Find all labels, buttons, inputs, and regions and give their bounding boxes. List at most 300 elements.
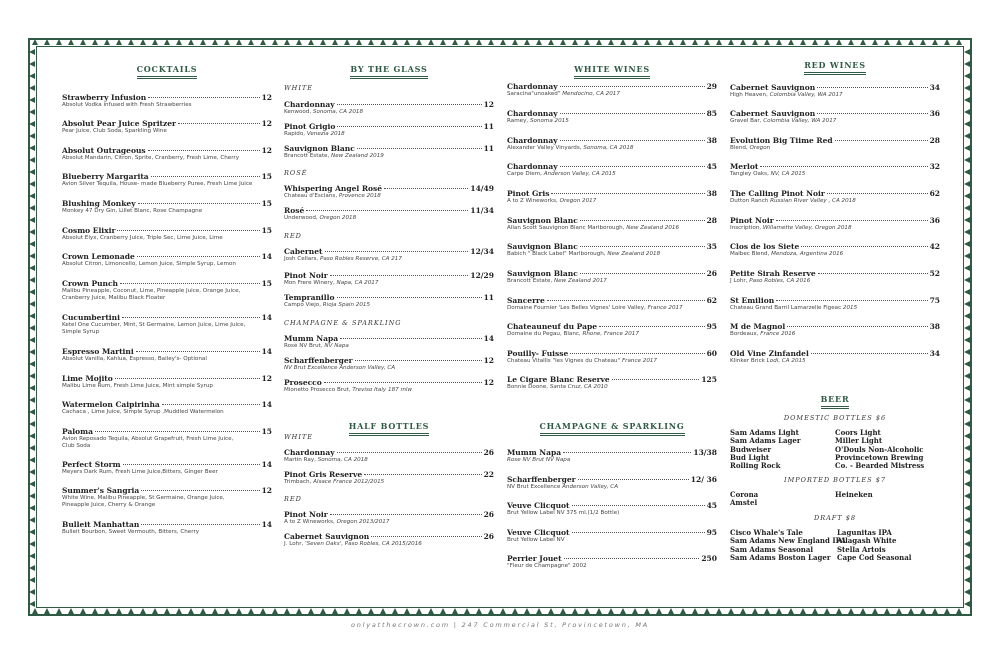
beer-item: Miller Light [835, 436, 883, 446]
border-ornament-mark [140, 39, 146, 45]
cocktail-name: Crown Punch [62, 279, 119, 288]
glass-champagne-item [284, 334, 494, 350]
glass-red-item [284, 293, 494, 309]
border-ornament-mark [944, 608, 950, 614]
cocktail-price: 14 [261, 460, 272, 469]
border-ornament-mark [964, 553, 970, 559]
border-ornament-mark [644, 39, 650, 45]
border-ornament-mark [152, 39, 158, 45]
border-ornament-mark [500, 39, 506, 45]
cocktail-description: White Wine, Malibu Pineapple, St Germaine, Orange Juice, [62, 495, 225, 501]
white-wine-price: 35 [706, 242, 717, 251]
cocktail-line [62, 347, 272, 356]
glass-white-name: Pinot Grigio [284, 122, 336, 131]
cocktail-line [62, 520, 272, 529]
border-ornament-mark [608, 608, 614, 614]
border-ornament-mark [29, 265, 35, 271]
dot-leader [776, 220, 928, 221]
border-ornament-mark [200, 39, 206, 45]
border-ornament-mark [680, 39, 686, 45]
glass-white-item [284, 100, 494, 116]
glass-red-name: Cabernet [284, 247, 323, 256]
border-ornament-mark [29, 121, 35, 127]
champagne-line [507, 554, 717, 563]
border-ornament-mark [620, 608, 626, 614]
border-ornament-mark [964, 457, 970, 463]
border-ornament-mark [584, 608, 590, 614]
glass-champagne-name: Mumm Napa [284, 334, 339, 343]
border-ornament-mark [776, 608, 782, 614]
champagne-name: Perrier Jouet [507, 554, 562, 563]
red-wine-line [730, 349, 940, 358]
border-ornament-mark [584, 39, 590, 45]
cocktail-price: 12 [261, 374, 272, 383]
champagne-line [507, 448, 717, 457]
beer-title: BEER [821, 394, 850, 409]
red-wine-item [730, 109, 940, 125]
border-ornament-mark [29, 373, 35, 379]
cocktail-line [62, 252, 272, 261]
border-ornament-mark [896, 608, 902, 614]
beer-draft-list-right [837, 529, 940, 562]
red-wine-origin: 2015 [842, 305, 858, 311]
border-ornament-mark [964, 145, 970, 151]
border-ornament-mark [964, 469, 970, 475]
border-ornament-mark [964, 61, 970, 67]
white-wine-price: 29 [706, 82, 717, 91]
glass-red-origin: Rioja Spain 2015 [322, 302, 371, 308]
glass-rose-origin: Oregon 2018 [319, 215, 357, 221]
dot-leader [151, 176, 260, 177]
glass-champagne-origin: Treviso Italy 187 mlw [352, 387, 413, 393]
champagne-price: 45 [706, 501, 717, 510]
border-ornament-mark [44, 39, 50, 45]
beer-domestic-label: DOMESTIC BOTTLES $6 [783, 414, 887, 422]
border-ornament-mark [964, 313, 970, 319]
border-ornament-mark [964, 289, 970, 295]
glass-red-price: 12/34 [470, 247, 494, 256]
border-ornament-mark [188, 608, 194, 614]
border-ornament-mark [29, 529, 35, 535]
cocktail-description: Absolut Citron, Limoncello, Lemon Juice, Simple Syrup, Lemon [62, 261, 236, 267]
white-wine-origin: Anderson Valley, CA 2015 [543, 171, 616, 177]
border-ornament-mark [560, 608, 566, 614]
white-wine-description: Bonnie Doone, Santa Cruz, CA 2010 [507, 384, 608, 390]
white-wine-description: Saracina"unoaked" Mendocino, CA 2017 [507, 91, 620, 97]
white-wine-name: Sauvignon Blanc [507, 269, 578, 278]
champagne-description [507, 457, 717, 464]
red-wine-item [730, 296, 940, 312]
dot-leader [612, 379, 700, 380]
dot-leader [306, 210, 468, 211]
champagne-line [507, 475, 717, 484]
glass-champagne-description: Rosé NV Brut, NV Napa [284, 343, 349, 349]
white-wine-line [507, 109, 717, 118]
by-the-glass-red-label: RED [284, 232, 302, 240]
white-wine-description: Babich " Black Label" Marlborough, New Zealand 2018 [507, 251, 661, 257]
border-ornament-mark [800, 39, 806, 45]
glass-white-item [284, 144, 494, 160]
half-white-name: Chardonnay [284, 448, 335, 457]
border-ornament-mark [320, 608, 326, 614]
half-red-description: A to Z Wineworks, Oregon 2013/2017 [284, 519, 390, 525]
dot-leader [787, 326, 927, 327]
border-ornament-mark [29, 517, 35, 523]
border-ornament-mark [164, 39, 170, 45]
glass-rose-item [284, 206, 494, 222]
glass-rose-name: Rosé [284, 206, 305, 215]
border-ornament-mark [964, 193, 970, 199]
dot-leader [95, 431, 260, 432]
border-ornament-mark [548, 608, 554, 614]
glass-rose-name: Whispering Angel Rosé [284, 184, 383, 193]
beer-title-wrap [730, 394, 940, 409]
cocktails-section [62, 56, 272, 535]
champagne-item [507, 448, 717, 464]
dot-leader [599, 326, 705, 327]
border-ornament-mark [224, 608, 230, 614]
red-wine-item [730, 189, 940, 205]
dot-leader [337, 297, 482, 298]
champagne-name: Scharffenberger [507, 475, 576, 484]
border-ornament-mark [964, 529, 970, 535]
dot-leader [136, 351, 260, 352]
glass-rose-item [284, 184, 494, 200]
glass-champagne-item [284, 356, 494, 372]
cocktail-description: Malibu Pineapple, Coconut, Lime, Pineapple Juice, Orange Juice, [62, 288, 241, 294]
border-ornament-mark [764, 608, 770, 614]
beer-item: Amstel [730, 498, 758, 508]
border-ornament-mark [964, 109, 970, 115]
white-wine-origin: New Zealand 2017 [554, 278, 607, 284]
dot-leader [122, 317, 260, 318]
champagne-item [507, 528, 717, 544]
beer-item: Co. - Bearded Mistress [835, 461, 925, 471]
border-ornament-mark [29, 457, 35, 463]
champagne-description: NV Brut Excellence Anderson Valley, CA [507, 484, 619, 490]
by-the-glass-section [284, 56, 494, 547]
border-ornament-mark [368, 608, 374, 614]
dot-leader [560, 166, 705, 167]
white-wine-item [507, 349, 717, 365]
border-ornament-mark [200, 608, 206, 614]
border-ornament-mark [344, 608, 350, 614]
white-wine-line [507, 296, 717, 305]
half-white-description: Trimbach, Alsace France 2012/2015 [284, 479, 385, 485]
red-wine-line [730, 136, 940, 145]
border-ornament-mark [332, 608, 338, 614]
border-ornament-mark [272, 608, 278, 614]
cocktail-line [62, 119, 272, 128]
white-wine-price: 85 [706, 109, 717, 118]
border-ornament-mark [68, 608, 74, 614]
white-wine-name: Pouilly- Fuisse [507, 349, 569, 358]
border-ornament-mark [236, 608, 242, 614]
red-wine-description: Inscription, Willamette Valley, Oregon 2018 [730, 225, 852, 231]
border-ornament-mark [752, 39, 758, 45]
border-ornament-mark [380, 608, 386, 614]
border-ornament-mark [964, 97, 970, 103]
border-ornament-mark [908, 39, 914, 45]
cocktail-price: 15 [261, 172, 272, 181]
champagne-description: Brut Yellow Label NV 375 ml.(1/2 Bottle) [507, 510, 620, 516]
half-white-item [284, 448, 494, 464]
border-ornament-mark [860, 608, 866, 614]
red-wine-price: 62 [929, 189, 940, 198]
border-ornament-mark [964, 205, 970, 211]
red-wine-description: High Heaven, Colombia Valley, WA 2017 [730, 92, 843, 98]
border-ornament-mark [140, 608, 146, 614]
white-wine-item [507, 242, 717, 258]
glass-red-line [284, 247, 494, 256]
border-ornament-mark [964, 361, 970, 367]
border-ornament-mark [964, 517, 970, 523]
border-ornament-mark [704, 39, 710, 45]
white-wines-section [507, 56, 717, 569]
border-ornament-mark [920, 608, 926, 614]
border-ornament-mark [68, 39, 74, 45]
dot-leader [563, 452, 691, 453]
red-wine-price: 36 [929, 109, 940, 118]
dot-leader [572, 532, 705, 533]
border-ornament-mark [752, 608, 758, 614]
white-wine-price: 95 [706, 322, 717, 331]
cocktail-name: Perfect Storm [62, 460, 121, 469]
red-wine-description: J Lohr, Paso Robles, CA 2016 [730, 278, 811, 284]
border-ornament-mark [29, 85, 35, 91]
cocktail-description: Meyers Dark Rum, Fresh Lime Juice,Bitters, Ginger Beer [62, 469, 218, 475]
border-ornament-mark [29, 541, 35, 547]
white-wine-name: Chardonnay [507, 162, 558, 171]
border-ornament-mark [476, 608, 482, 614]
beer-item: Sam Adams Light [730, 428, 799, 437]
cocktail-price: 14 [261, 520, 272, 529]
beer-item: Heineken [835, 490, 873, 499]
border-ornament-mark [836, 608, 842, 614]
border-ornament-mark [848, 39, 854, 45]
cocktail-description-cont: Club Soda [62, 443, 91, 449]
glass-white-origin: Sonoma, CA 2018 [312, 109, 364, 115]
dot-leader [760, 166, 927, 167]
champagne-name: Mumm Napa [507, 448, 562, 457]
glass-white-line [284, 122, 494, 131]
border-ornament-mark [308, 608, 314, 614]
border-ornament-mark [29, 145, 35, 151]
border-ornament-mark [964, 601, 970, 607]
border-ornament-mark [964, 73, 970, 79]
beer-item: Sam Adams Seasonal [730, 544, 814, 554]
border-ornament-mark [668, 39, 674, 45]
glass-white-name: Sauvignon Blanc [284, 144, 355, 153]
dot-leader [138, 203, 260, 204]
glass-champagne-line [284, 334, 494, 343]
border-ornament-mark [964, 589, 970, 595]
dot-leader [551, 193, 704, 194]
dot-leader [117, 230, 259, 231]
border-ornament-mark [416, 39, 422, 45]
border-ornament-mark [32, 39, 38, 45]
border-ornament-mark [728, 608, 734, 614]
border-ornament-mark [236, 39, 242, 45]
glass-champagne-origin: NV Napa [324, 343, 349, 349]
white-wine-line [507, 349, 717, 358]
border-ornament-mark [29, 313, 35, 319]
glass-white-price: 11 [483, 122, 494, 131]
border-ornament-mark [964, 397, 970, 403]
dot-leader [337, 104, 482, 105]
border-ornament-mark [176, 39, 182, 45]
white-wine-origin: Santa Cruz, CA 2010 [549, 384, 608, 390]
border-ornament-mark [332, 39, 338, 45]
glass-rose-line [284, 206, 494, 215]
footer-address: onlyatthecrown.com | 247 Commercial St, Provincetown, MA [350, 621, 650, 629]
border-ornament-mark [29, 229, 35, 235]
border-ornament-mark [920, 39, 926, 45]
white-wine-line [507, 216, 717, 225]
border-ornament-mark [548, 39, 554, 45]
beer-item: Sam Adams New England IPA [730, 536, 846, 546]
cocktail-item [62, 119, 272, 135]
cocktail-item [62, 146, 272, 162]
border-ornament-mark [29, 601, 35, 607]
champagne-name: Veuve Clicquot [507, 501, 570, 510]
white-wine-name: Le Cigare Blanc Reserve [507, 375, 610, 384]
glass-champagne-description: Mionetto Prosecco Brut, Treviso Italy 187 mlw [284, 387, 413, 393]
cocktail-name: Absolut Pear Juice Spritzer [62, 119, 177, 128]
border-ornament-mark [476, 39, 482, 45]
cocktail-line [62, 199, 272, 208]
glass-rose-description: Underwood, Oregon 2018 [284, 215, 357, 221]
half-white-price: 22 [483, 470, 494, 479]
border-ornament-mark [29, 97, 35, 103]
dot-leader [560, 113, 705, 114]
border-ornament-mark [964, 157, 970, 163]
glass-red-line [284, 271, 494, 280]
dot-leader [364, 474, 481, 475]
dot-leader [564, 558, 700, 559]
border-ornament-left [29, 46, 36, 608]
white-wine-origin: Sonoma, CA 2018 [583, 145, 634, 151]
border-ornament-mark [320, 39, 326, 45]
champagne-line [507, 501, 717, 510]
border-ornament-mark [964, 181, 970, 187]
half-white-item [284, 470, 494, 486]
border-ornament-mark [80, 608, 86, 614]
red-wine-origin: Colombia Valley, WA 2017 [763, 118, 837, 124]
red-wine-price: 34 [929, 349, 940, 358]
by-the-glass-white-label: WHITE [284, 84, 313, 92]
cocktail-line [62, 226, 272, 235]
white-wine-description: Domaine du Pegau, Blanc, Rhone, France 2017 [507, 331, 639, 337]
border-ornament-mark [188, 39, 194, 45]
dot-leader [570, 353, 704, 354]
border-ornament-mark [29, 133, 35, 139]
glass-white-line [284, 144, 494, 153]
border-ornament-mark [908, 608, 914, 614]
dot-leader [547, 300, 705, 301]
by-the-glass-title: BY THE GLASS [350, 64, 427, 79]
dot-leader [827, 193, 928, 194]
dot-leader [340, 338, 482, 339]
cocktail-name: Blueberry Margarita [62, 172, 149, 181]
red-wine-name: Clos de los Siete [730, 242, 800, 251]
border-ornament-mark [964, 481, 970, 487]
border-ornament-mark [872, 608, 878, 614]
white-wine-price: 45 [706, 162, 717, 171]
cocktail-description: Pear Juice, Club Soda, Sparkling Wine [62, 128, 167, 134]
dot-leader [162, 404, 260, 405]
border-ornament-mark [964, 253, 970, 259]
red-wine-price: 52 [929, 269, 940, 278]
border-ornament-mark [964, 349, 970, 355]
border-ornament-mark [524, 39, 530, 45]
border-ornament-mark [284, 608, 290, 614]
border-ornament-mark [308, 39, 314, 45]
border-ornament-mark [512, 608, 518, 614]
border-ornament-mark [29, 217, 35, 223]
border-ornament-mark [29, 553, 35, 559]
border-ornament-mark [29, 349, 35, 355]
glass-white-price: 12 [483, 100, 494, 109]
red-wine-name: Petite Sirah Reserve [730, 269, 816, 278]
red-wine-item [730, 216, 940, 232]
champagne-price: 95 [706, 528, 717, 537]
beer-item: Sam Adams Lager [730, 436, 801, 446]
border-ornament-mark [29, 289, 35, 295]
red-wine-item [730, 349, 940, 365]
beer-domestic-list [730, 429, 940, 470]
red-wines-section [730, 56, 940, 562]
white-wine-line [507, 136, 717, 145]
half-white-origin: Alsace France 2012/2015 [313, 479, 385, 485]
dot-leader [178, 123, 260, 124]
cocktail-line [62, 486, 272, 495]
border-ornament-mark [92, 608, 98, 614]
border-ornament-mark [500, 608, 506, 614]
border-ornament-mark [884, 608, 890, 614]
red-wine-line [730, 189, 940, 198]
champagne-name: Veuve Clicquot [507, 528, 570, 537]
red-wine-origin: Paso Robles, CA 2016 [749, 278, 811, 284]
white-wine-item [507, 189, 717, 205]
border-ornament-mark [964, 325, 970, 331]
border-ornament-mark [440, 608, 446, 614]
beer-item: Coors Light [835, 428, 881, 437]
border-ornament-mark [964, 133, 970, 139]
glass-red-description: Campo Viejo, Rioja Spain 2015 [284, 302, 371, 308]
border-ornament-mark [29, 157, 35, 163]
glass-red-price: 11 [483, 293, 494, 302]
white-wine-description: Brancott Estate, New Zealand 2017 [507, 278, 607, 284]
champagne-origin: Anderson Valley, CA [562, 484, 619, 490]
beer-imported-list-left [730, 491, 835, 508]
border-ornament-mark [716, 39, 722, 45]
border-ornament-mark [824, 608, 830, 614]
border-ornament-mark [464, 39, 470, 45]
red-wine-description: Klinker Brick Lodi, CA 2015 [730, 358, 806, 364]
half-white-origin: Sonoma, CA 2018 [317, 457, 368, 463]
red-wine-line [730, 109, 940, 118]
beer-item: Cape Cod Seasonal [837, 552, 912, 562]
cocktail-description: Malibu Lime Rum, Fresh Lime Juice, Mint simple Syrup [62, 383, 213, 389]
border-ornament-mark [692, 608, 698, 614]
border-ornament-mark [740, 608, 746, 614]
champagne-price: 13/38 [693, 448, 717, 457]
border-ornament-mark [29, 301, 35, 307]
border-ornament-mark [29, 445, 35, 451]
border-ornament-mark [296, 608, 302, 614]
cocktail-item [62, 93, 272, 109]
